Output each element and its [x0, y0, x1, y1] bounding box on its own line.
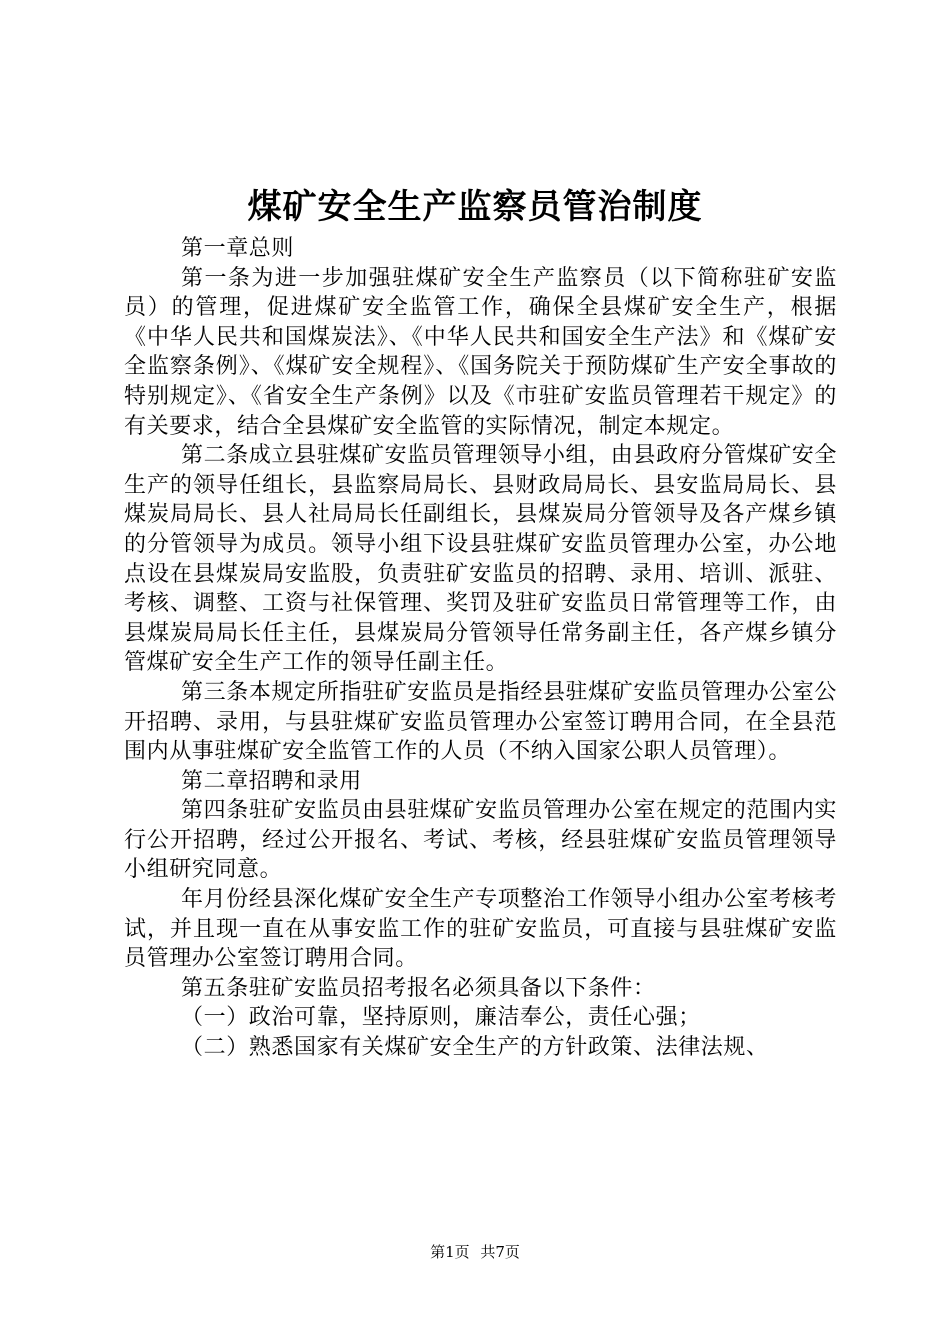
- article-paragraph: 第三条本规定所指驻矿安监员是指经县驻煤矿安监员管理办公室公开招聘、录用，与县驻煤矿安监员管理办公室签订聘用合同，在全县范围内从事驻煤矿安全监管工作的人员（不纳入国家公职人员管理）。: [124, 679, 837, 765]
- page-footer: [0, 1242, 950, 1262]
- list-item: （二）熟悉国家有关煤矿安全生产的方针政策、法律法规、: [181, 1035, 769, 1061]
- page-total: 共7页: [480, 1243, 520, 1261]
- article-paragraph: 第五条驻矿安监员招考报名必须具备以下条件：: [181, 975, 656, 1001]
- chapter-heading: 第二章招聘和录用: [181, 768, 362, 794]
- article-paragraph: 第四条驻矿安监员由县驻煤矿安监员管理办公室在规定的范围内实行公开招聘，经过公开报名、考试、考核，经县驻煤矿安监员管理领导小组研究同意。: [124, 798, 837, 883]
- document-body: [124, 234, 837, 1063]
- list-item: （一）政治可靠，坚持原则，廉洁奉公，责任心强；: [181, 1005, 701, 1031]
- article-paragraph: 第二条成立县驻煤矿安监员管理领导小组，由县政府分管煤矿安全生产的领导任组长，县监察局局长、县财政局局长、县安监局局长、县煤炭局局长、县人社局局长任副组长，县煤炭局分管领导及各产煤乡镇的分管领导为成员。领导小组下设县驻煤矿安监员管理办公室，办公地点设在县煤炭局安监股，负责驻矿安监员的招聘、录用、培训、派驻、考核、调整、工资与社保管理、奖罚及驻矿安监员日常管理等工作，由县煤炭局局长任主任，县煤炭局分管领导任常务副主任，各产煤乡镇分管煤矿安全生产工作的领导任副主任。: [124, 443, 837, 676]
- page-number: 第1页: [430, 1243, 470, 1261]
- document-title: 煤矿安全生产监察员管治制度: [247, 187, 703, 227]
- chapter-heading: 第一章总则: [181, 236, 295, 261]
- article-paragraph: 年月份经县深化煤矿安全生产专项整治工作领导小组办公室考核考试，并且现一直在从事安监工作的驻矿安监员，可直接与县驻煤矿安监员管理办公室签订聘用合同。: [124, 887, 837, 972]
- article-paragraph: 第一条为进一步加强驻煤矿安全生产监察员（以下简称驻矿安监员）的管理，促进煤矿安全监管工作，确保全县煤矿安全生产，根据《中华人民共和国煤炭法》、《中华人民共和国安全生产法》和《煤矿安全监察条例》、《煤矿安全规程》、《国务院关于预防煤矿生产安全事故的特别规定》、《省安全生产条例》以及《市驻矿安监员管理若干规定》的有关要求，结合全县煤矿安全监管的实际情况，制定本规定。: [124, 265, 837, 439]
